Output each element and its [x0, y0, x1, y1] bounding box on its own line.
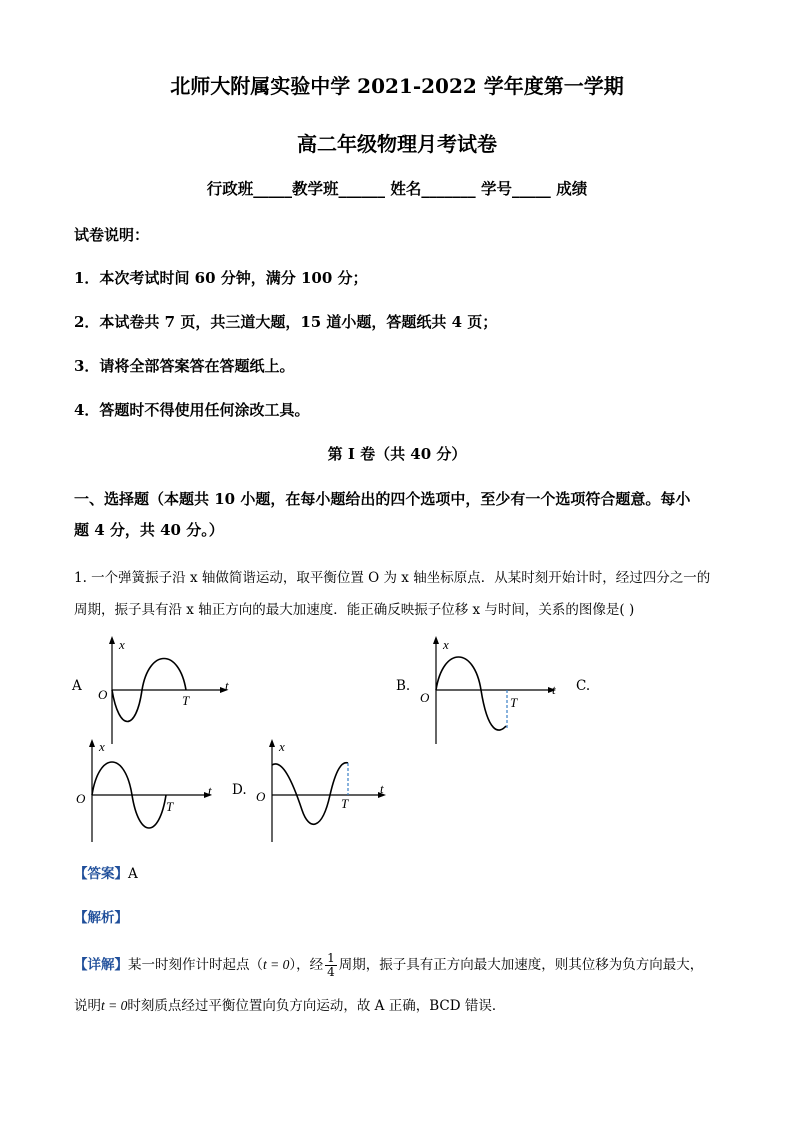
option-c-graph [72, 735, 222, 845]
detail-line2 [74, 994, 505, 1014]
a-t-axis-label: t [225, 678, 229, 693]
instruction-item-2: 2．本试卷共 7 页，共三道大题，15 道小题，答题纸共 4 页； [74, 313, 498, 331]
instructions-heading: 试卷说明： [74, 226, 150, 244]
option-d-label: D. [232, 782, 247, 798]
detail-text-2: ），经 [289, 957, 324, 973]
answer-tag: 【答案】 [74, 866, 128, 882]
d-origin-label: O [256, 789, 266, 804]
detail-t-eq-0: t = 0 [263, 957, 290, 972]
answer-line [74, 862, 138, 882]
b-t-axis-label: t [552, 682, 556, 697]
fraction-numerator: 1 [327, 951, 335, 965]
b-origin-label: O [420, 690, 430, 705]
section-heading-line2: 题 4 分，共 40 分。） [74, 521, 224, 539]
fraction-denominator: 4 [327, 965, 335, 979]
a-x-axis-label: x [119, 637, 125, 652]
detail-text-3: 周期，振子具有正方向最大加速度，则其位移为负方向最大， [338, 957, 704, 973]
question-1-line1: 1. 一个弹簧振子沿 x 轴做简谐运动，取平衡位置 O 为 x 轴坐标原点．从某时刻开始计时，经过四分之一的 [74, 570, 711, 586]
question-1-line2: 周期，振子具有沿 x 轴正方向的最大加速度．能正确反映振子位移 x 与时间，关系的图像是( ) [74, 602, 635, 618]
one-quarter-fraction [325, 952, 337, 979]
d-t-axis-label: t [380, 781, 384, 796]
b-x-axis-label: x [443, 637, 449, 652]
instruction-item-3: 3．请将全部答案答在答题纸上。 [74, 357, 295, 375]
section-heading-line1: 一、选择题（本题共 10 小题，在每小题给出的四个选项中，至少有一个选项符合题意。每小 [74, 490, 691, 508]
detail-tag: 【详解】 [74, 957, 128, 973]
detail-text-1: 某一时刻作计时起点（ [128, 957, 263, 973]
option-b-graph [412, 632, 572, 747]
part-title: 第 I 卷（共 40 分） [327, 445, 467, 463]
instruction-item-1: 1．本次考试时间 60 分钟，满分 100 分； [74, 269, 368, 287]
option-a-label: A [72, 678, 82, 694]
student-info-line: 行政班_____教学班______ 姓名_______ 学号_____ 成绩 [206, 179, 588, 198]
d-period-label: T [341, 796, 349, 811]
detail-line2-text-1: 说明 [74, 998, 101, 1014]
school-title: 北师大附属实验中学 2021-2022 学年度第一学期 [170, 74, 624, 98]
d-x-axis-label: x [279, 739, 285, 754]
exam-title: 高二年级物理月考试卷 [297, 132, 497, 156]
analysis-tag: 【解析】 [74, 910, 128, 926]
b-period-label: T [510, 695, 518, 710]
detail-line2-text-2: 时刻质点经过平衡位置向负方向运动，故 A 正确，BCD 错误． [127, 998, 506, 1014]
instruction-item-4: 4．答题时不得使用任何涂改工具。 [74, 401, 310, 419]
option-d-graph [252, 735, 392, 845]
a-origin-label: O [98, 687, 108, 702]
option-c-label: C. [576, 678, 591, 694]
c-x-axis-label: x [99, 739, 105, 754]
c-origin-label: O [76, 791, 86, 806]
a-period-label: T [182, 693, 190, 708]
detail-line1 [74, 946, 703, 984]
option-b-label: B. [396, 678, 411, 694]
option-a-graph [92, 632, 252, 747]
c-period-label: T [166, 799, 174, 814]
c-t-axis-label: t [208, 783, 212, 798]
detail-line2-t: t = 0 [101, 998, 128, 1013]
answer-value: A [128, 866, 138, 882]
